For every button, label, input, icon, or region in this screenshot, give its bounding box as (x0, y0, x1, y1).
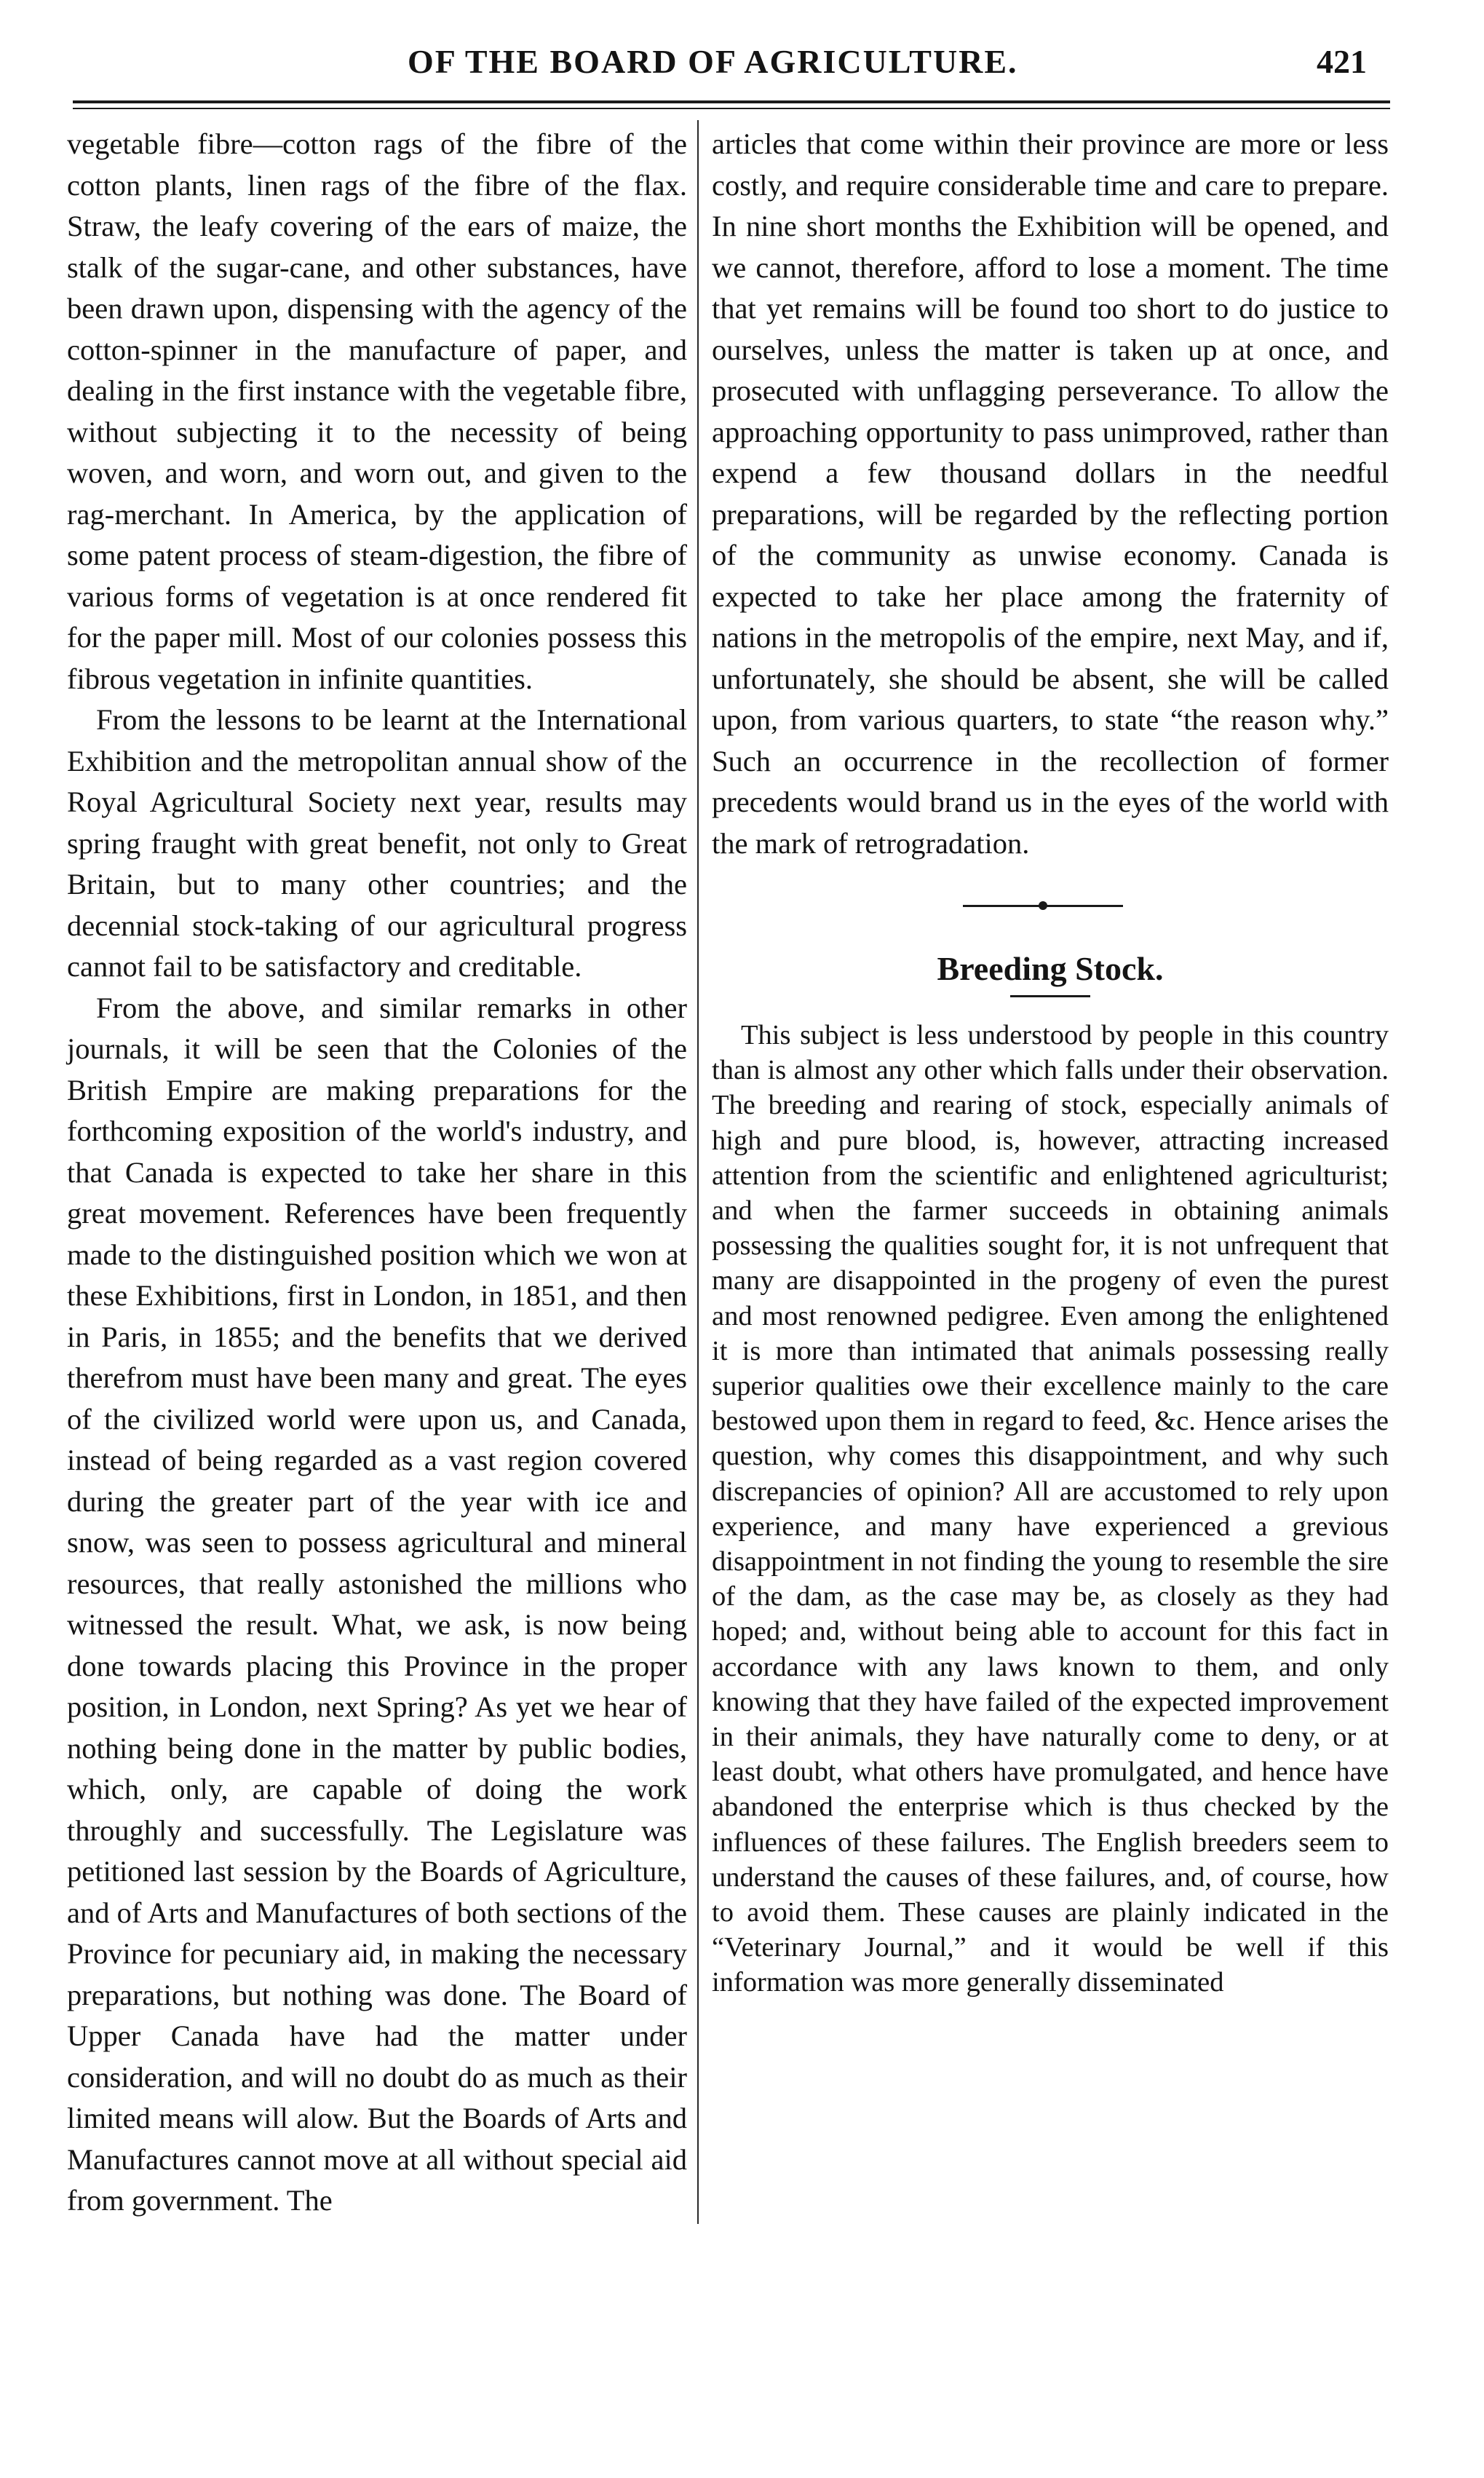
ornament-dot (1039, 901, 1047, 910)
header-rule-thin (73, 108, 1390, 109)
left-paragraph-2: From the lessons to be learnt at the International Exhibition and the metropolitan annual show of the Royal Agricultural Society next year, results may spring fraught with great benefit, not only to Great Britain, but to many other countries; and the decennial stock-taking of our agricultural progress cannot fail to be satisfactory and creditable. (67, 703, 687, 983)
breeding-stock-paragraph: This subject is less understood by people in this country than is almost any other which falls under their observation. The breeding and rearing of stock, especially animals of high and pure blood, is, however, attracting increased attention from the scientific and enlightened agriculturist; and when the farmer succeeds in obtaining animals possessing the qualities sought for, it is not unfrequent that many are disappointed in the progeny of even the purest and most renowned pedigree. Even among the enlightened it is more than intimated that animals possessing really superior qualities owe their excellence mainly to the care bestowed upon them in regard to feed, &c. Hence arises the question, why comes this disappointment, and why such discrepancies of opinion? All are accustomed to rely upon experience, and many have experienced a grevious disappointment in not finding the young to resemble the sire of the dam, as the case may be, as closely as they had hoped; and, without being able to account for this fact in accordance with any laws known to them, and only knowing that they have failed of the expected improvement in their animals, they have naturally come to deny, or at least doubt, what others have promulgated, and hence have abandoned the enterprise which is thus checked by the influences of these failures. The English breeders seem to understand the causes of these failures, and, of course, how to avoid them. These causes are plainly indicated in the “Veterinary Journal,” and it would be well if this information was more generally disseminated (712, 1020, 1389, 1998)
left-paragraph-3: From the above, and similar remarks in other journals, it will be seen that the Colonies of the British Empire are making preparations for the forthcoming exposition of the world's industry, and that Canada is expected to take her share in this great movement. References have been frequently made to the distinguished position which we won at these Exhibitions, first in London, in 1851, and then in Paris, in 1855; and the benefits that we derived therefrom must have been many and great. The eyes of the civilized world were upon us, and Canada, instead of being regarded as a vast region covered during the greater part of the year with ice and snow, was seen to possess agricultural and mineral resources, that really astonished the millions who witnessed the result. What, we ask, is now being done towards placing this Province in the proper position, in London, next Spring? As yet we hear of nothing being done in the matter by public bodies, which, only, are capable of doing the work throughly and successfully. The Legislature was petitioned last session by the Boards of Agriculture, and of Arts and Manufactures of both sections of the Province for pecuniary aid, in making the necessary preparations, but nothing was done. The Board of Upper Canada have had the matter under consideration, and will no doubt do as much as their limited means will alow. But the Boards of Arts and Manufactures cannot move at all without special aid from government. The (67, 991, 687, 2217)
heading-underline (1010, 995, 1090, 997)
page-number: 421 (1317, 43, 1367, 80)
right-continuation-paragraph: articles that come within their province are more or less costly, and require considerable time and care to prepare. In nine short months the Exhibition will be opened, and we cannot, therefore, afford to lose a moment. The time that yet remains will be found too short to do justice to ourselves, unless the matter is taken up at once, and prosecuted with unflagging perseverance. To allow the approaching opportunity to pass unimproved, rather than expend a few thousand dollars in the needful preparations, will be regarded by the reflecting portion of the community as unwise economy. Canada is expected to take her place among the fraternity of nations in the metropolis of the empire, next May, and if, unfortunately, she should be absent, she will be called upon, from various quarters, to state “the reason why.” Such an occurrence in the recollection of former precedents would brand us in the eyes of the world with the mark of retrogradation. (712, 127, 1389, 860)
running-head (87, 42, 1383, 93)
right-column (712, 124, 1389, 2220)
left-paragraph-1: vegetable fibre—cotton rags of the fibre of the cotton plants, linen rags of the fibre of the flax. Straw, the leafy covering of the ears of maize, the stalk of the sugar-cane, and other substances, have been drawn upon, dispensing with the agency of the cotton-spinner in the manufacture of paper, and dealing in the first instance with the vegetable fibre, without subjecting it to the necessity of being woven, and worn, and worn out, and given to the rag-merchant. In America, by the application of some patent process of steam-digestion, the fibre of various forms of vegetation is at once rendered fit for the paper mill. Most of our colonies possess this fibrous vegetation in infinite quantities. (67, 127, 687, 695)
page-header-title: OF THE BOARD OF AGRICULTURE. (408, 43, 1018, 80)
header-rule (73, 100, 1390, 103)
section-heading: Breeding Stock. (937, 950, 1164, 987)
column-divider (697, 120, 699, 2224)
left-column (67, 124, 687, 2220)
section-ornament (712, 884, 1389, 928)
